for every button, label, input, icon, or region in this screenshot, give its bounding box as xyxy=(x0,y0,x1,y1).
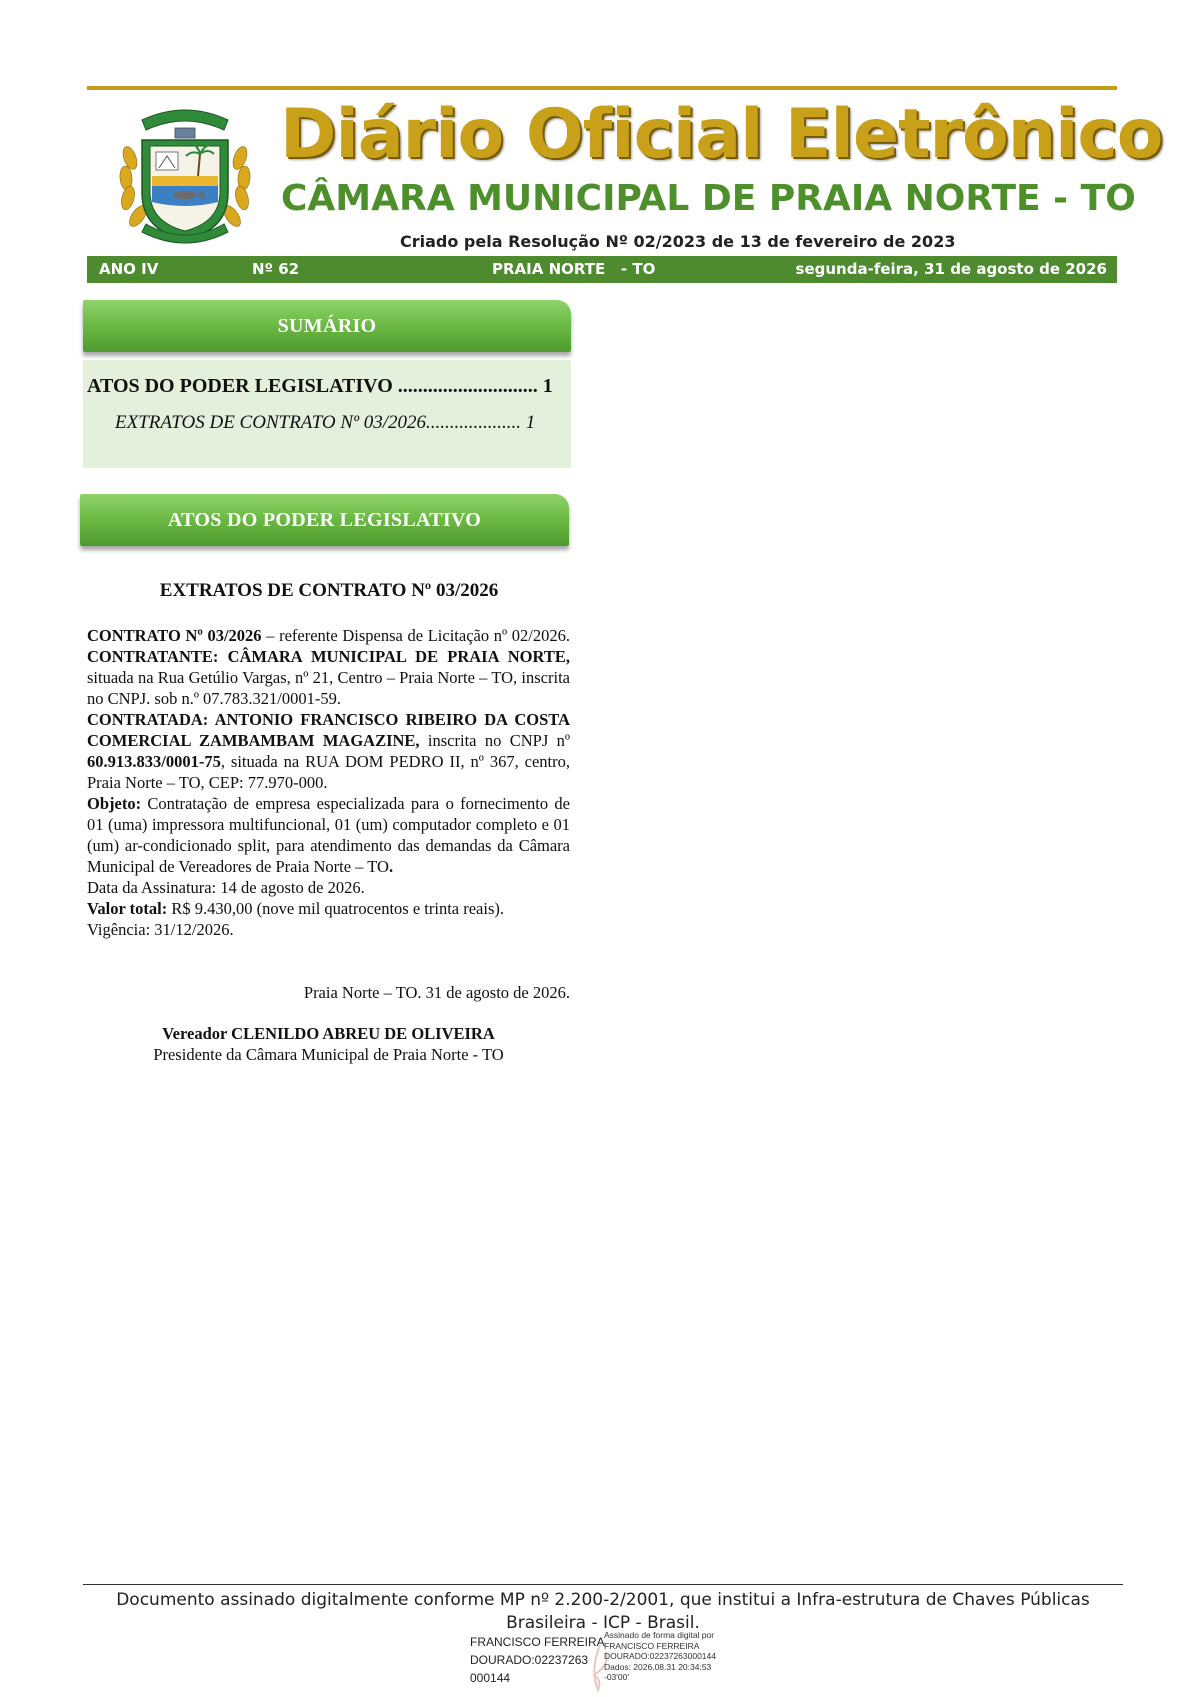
contract-text: – referente Dispensa de Licitação nº 02/2026. xyxy=(261,626,570,645)
summary-item-contract-extracts[interactable]: EXTRATOS DE CONTRATO Nº 03/2026.................... 1 xyxy=(115,412,536,433)
summary-box xyxy=(83,360,571,468)
contract-extract-body xyxy=(87,625,570,940)
header-top-rule xyxy=(87,86,1117,90)
contracted-text: inscrita no CNPJ nº xyxy=(419,731,570,750)
total-value-paragraph xyxy=(87,898,570,919)
object-period: . xyxy=(388,857,394,876)
footer-line-1: Documento assinado digitalmente conforme MP nº 2.200-2/2001, que institui a Infra-estrutura de Chaves Públicas xyxy=(116,1590,1090,1610)
contracted-paragraph xyxy=(87,709,570,793)
contract-paragraph xyxy=(87,625,570,709)
footer-rule xyxy=(83,1584,1123,1585)
signature-right-line: Dados: 2026.08.31 20:34:53 xyxy=(604,1661,712,1672)
signature-signer-id xyxy=(470,1633,605,1687)
signature-left-line: FRANCISCO FERREIRA xyxy=(470,1635,605,1649)
footer-legal-notice xyxy=(83,1589,1123,1635)
footer-line-2: Brasileira - ICP - Brasil. xyxy=(506,1613,700,1633)
signer-name: Vereador CLENILDO ABREU DE OLIVEIRA xyxy=(162,1024,495,1043)
contract-number: CONTRATO Nº 03/2026 xyxy=(87,626,262,645)
contracted-cnpj: 60.913.833/0001-75 xyxy=(87,752,221,771)
contractor-address: situada na Rua Getúlio Vargas, nº 21, Centro – Praia Norte – TO, inscrita no CNPJ. sob n.º 07.783.321/0001-59. xyxy=(87,668,570,708)
summary-item-legislative-acts[interactable]: ATOS DO PODER LEGISLATIVO ............................ 1 xyxy=(87,375,553,397)
signature-right-line: -03'00' xyxy=(604,1672,629,1682)
contract-extract-title: EXTRATOS DE CONTRATO Nº 03/2026 xyxy=(159,580,499,601)
digital-signature-stamp xyxy=(470,1630,750,1690)
section-banner-legislative-acts: ATOS DO PODER LEGISLATIVO xyxy=(80,494,569,546)
signer-role: Presidente da Câmara Municipal de Praia Norte - TO xyxy=(153,1045,504,1064)
edition-info-bar xyxy=(87,256,1117,283)
edition-number: Nº 62 xyxy=(252,260,300,278)
signature-details xyxy=(604,1630,744,1683)
edition-date: segunda-feira, 31 de agosto de 2026 xyxy=(795,260,1107,278)
journal-title: Diário Oficial Eletrônico xyxy=(280,95,1163,174)
total-value-label: Valor total: xyxy=(87,899,168,918)
validity-paragraph xyxy=(87,919,570,940)
signature-right-line: DOURADO:02237263000144 xyxy=(604,1651,716,1661)
summary-banner: SUMÁRIO xyxy=(83,300,571,352)
object-label: Objeto: xyxy=(87,794,142,813)
object-text: Contratação de empresa especializada para o fornecimento de 01 (uma) impressora multifuncional, 01 (um) computador completo e 01 (um) ar-condicionado split, para atendimento das demandas da Câmara Municipal de Vereadores de Praia Norte – TO xyxy=(87,794,570,876)
signature-date: Data da Assinatura: 14 de agosto de 2026. xyxy=(87,878,365,897)
contractor-party: CONTRATANTE: CÂMARA MUNICIPAL DE PRAIA NORTE, xyxy=(87,647,570,666)
edition-year: ANO IV xyxy=(99,260,159,278)
signature-left-line: DOURADO:02237263 xyxy=(470,1653,589,1667)
municipal-seal-icon xyxy=(112,98,258,248)
place-and-date: Praia Norte – TO. 31 de agosto de 2026. xyxy=(303,983,570,1002)
chamber-name: CÂMARA MUNICIPAL DE PRAIA NORTE - TO xyxy=(281,178,1136,219)
edition-city: PRAIA NORTE - TO xyxy=(492,260,656,278)
total-value: R$ 9.430,00 (nove mil quatrocentos e trinta reais). xyxy=(167,899,505,918)
object-paragraph xyxy=(87,793,570,877)
signature-date-paragraph xyxy=(87,877,570,898)
signature-right-line: FRANCISCO FERREIRA xyxy=(604,1640,700,1651)
contracted-address: , situada na RUA DOM PEDRO II, nº 367, centro, Praia Norte – TO, CEP: 77.970-000. xyxy=(87,752,570,792)
contracted-party: CONTRATADA: ANTONIO FRANCISCO RIBEIRO DA COSTA COMERCIAL ZAMBAMBAM MAGAZINE, xyxy=(87,710,570,750)
signature-left-line: 000144 xyxy=(470,1671,511,1685)
creation-resolution-note: Criado pela Resolução Nº 02/2023 de 13 de fevereiro de 2023 xyxy=(400,232,956,251)
validity: Vigência: 31/12/2026. xyxy=(87,920,234,939)
signature-right-line: Assinado de forma digital por xyxy=(604,1630,715,1640)
